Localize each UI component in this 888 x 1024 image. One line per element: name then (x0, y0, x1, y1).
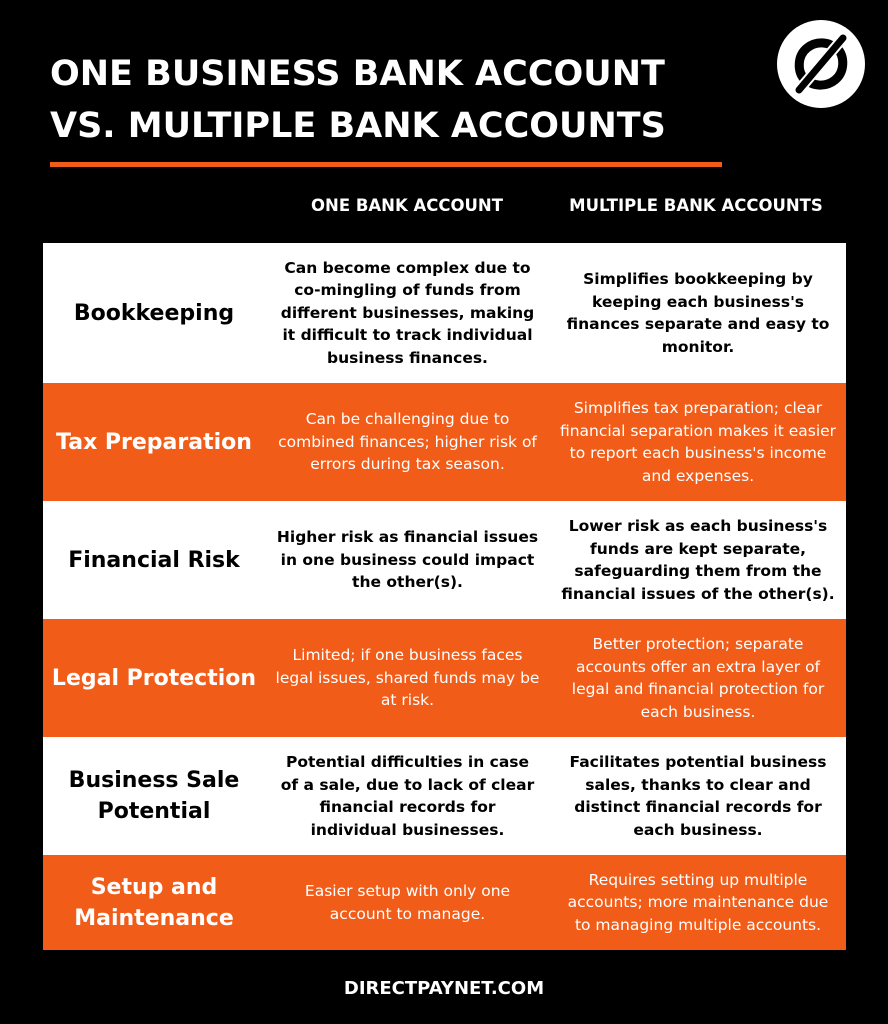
directpaynet-logo-icon (777, 20, 865, 108)
comparison-table (43, 243, 846, 950)
one-account-cell: Potential difficulties in case of a sale, due to lack of clear financial records for individual businesses. (280, 753, 535, 839)
multiple-accounts-cell: Better protection; separate accounts offer an extra layer of legal and financial protection for each business. (571, 635, 825, 721)
multiple-accounts-cell: Requires setting up multiple accounts; more maintenance due to managing multiple accounts. (567, 870, 829, 934)
table-row-financial-risk (43, 501, 846, 619)
page-title (50, 48, 666, 152)
multiple-accounts-cell: Facilitates potential business sales, thanks to clear and distinct financial records for each business. (569, 753, 827, 839)
column-header-one-account: ONE BANK ACCOUNT (310, 196, 503, 215)
one-account-cell: Easier setup with only one account to manage. (304, 882, 511, 923)
row-label: Bookkeeping (73, 300, 235, 326)
table-row-bookkeeping (43, 243, 846, 383)
row-label: Tax Preparation (56, 429, 252, 455)
multiple-accounts-cell: Simplifies tax preparation; clear financial separation makes it easier to report each business's income and expenses. (559, 399, 837, 485)
table-row-legal-protection (43, 619, 846, 737)
one-account-cell: Can become complex due to co-mingling of funds from different businesses, making it difficult to track individual business finances. (280, 258, 535, 367)
one-account-cell: Can be challenging due to combined finances; higher risk of errors during tax season. (278, 410, 537, 474)
one-account-cell: Higher risk as financial issues in one business could impact the other(s). (276, 528, 539, 592)
title-line-2: VS. MULTIPLE BANK ACCOUNTS (50, 106, 666, 146)
title-line-1: ONE BUSINESS BANK ACCOUNT (50, 54, 665, 94)
row-label: Legal Protection (51, 665, 257, 691)
title-underline (50, 162, 722, 167)
footer-website-link[interactable]: DIRECTPAYNET.COM (343, 978, 545, 999)
row-label: Setup and Maintenance (74, 874, 234, 931)
multiple-accounts-cell: Simplifies bookkeeping by keeping each business's finances separate and easy to monitor. (566, 270, 830, 356)
column-header-multiple-accounts: MULTIPLE BANK ACCOUNTS (569, 196, 823, 215)
row-label: Financial Risk (68, 547, 240, 573)
row-label: Business Sale Potential (68, 768, 240, 824)
multiple-accounts-cell: Lower risk as each business's funds are kept separate, safeguarding them from the financial issues of the other(s). (561, 517, 835, 603)
table-row-tax-preparation (43, 383, 846, 501)
table-row-business-sale-potential (43, 737, 846, 855)
table-row-setup-and-maintenance (43, 855, 846, 950)
one-account-cell: Limited; if one business faces legal issues, shared funds may be at risk. (275, 646, 540, 710)
